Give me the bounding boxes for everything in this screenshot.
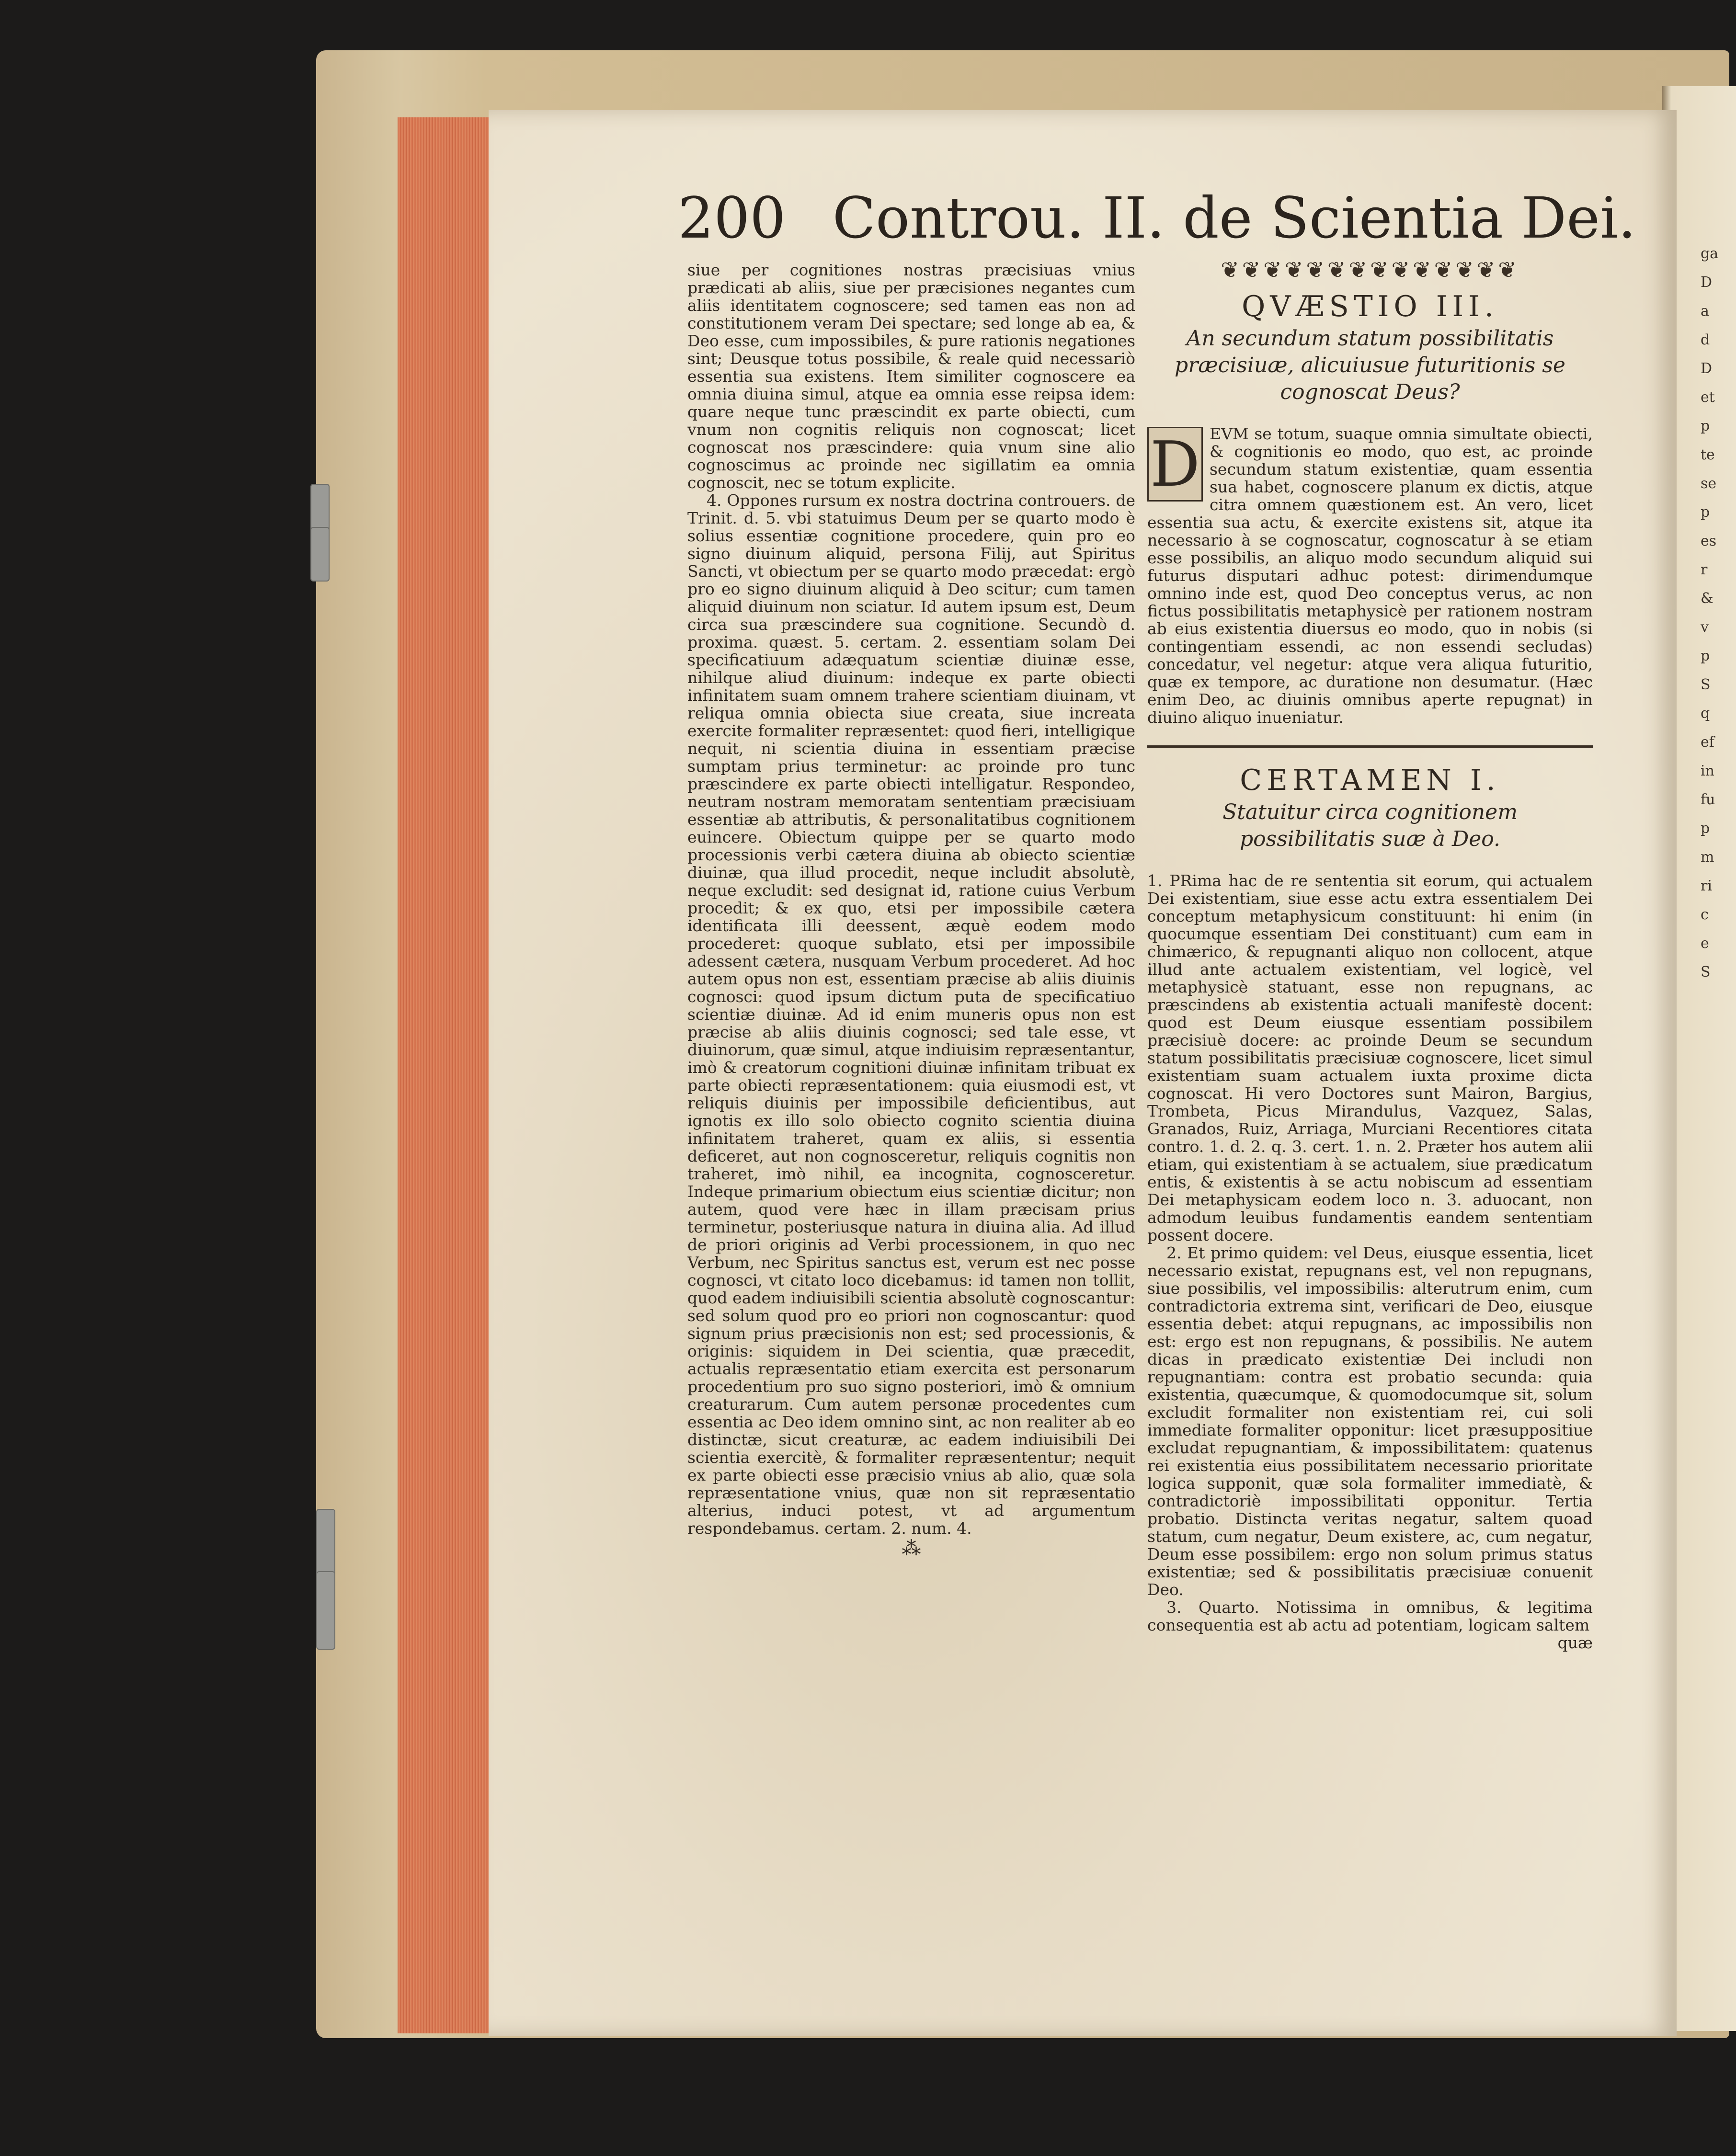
facing-page-fragment: c <box>1701 906 1709 923</box>
facing-page-fragment: in <box>1701 763 1714 779</box>
facing-page-fragment: r <box>1701 561 1708 578</box>
facing-page-fragment: e <box>1701 935 1709 952</box>
facing-page-fragment: p <box>1701 418 1710 434</box>
page-number: 200 <box>678 185 786 251</box>
facing-page-fragment: D <box>1701 360 1713 377</box>
facing-page-fragment: ri <box>1701 878 1712 894</box>
section-subtitle: Statuitur circa cognitionem possibilitatis suæ à Deo. <box>1222 800 1518 851</box>
facing-page-fragment: S <box>1701 964 1711 981</box>
facing-page-fragment: p <box>1701 504 1710 521</box>
facing-page-fragment: S <box>1701 676 1711 693</box>
facing-page-text <box>1701 240 1734 1868</box>
facing-page-fragment: fu <box>1701 791 1715 808</box>
right-paragraph-1: 1. PRima hac de re sententia sit eorum, qui actualem Dei existentiam, siue esse actu extra essentialem Dei conceptum metaphysicum constituunt: hi enim (in quocumque essentiam Dei constituant) cum eam in chimærico, & repugnanti aliquo non collocent, atque illud ante actualem existentiam, vel logicè, vel metaphysicè statuant, esse non repugnans, ac præscindens ab existentia actuali manifestè docent: quod est Deum eiusque essentiam possibilem præcisiuè docere: ac proinde Deum se secundum statum possibilitatis præcisiuæ cognoscere, licet simul existentiam suam actualem iuxta proxime dicta cognoscat. Hi vero Doctores sunt Mairon, Bargius, Trombeta, Picus Mirandulus, Vazquez, Salas, Granados, Ruiz, Arriaga, Murciani Recentiores citata contro. 1. d. 2. q. 3. cert. 1. n. 2. Præter hos autem alii etiam, qui existentiam à se actualem, siue prædicatum entis, & existentis à se actu nobiscum ad essentiam Dei metaphysicam eodem loco n. 3. aduocant, non admodum leuibus fundamentis eandem sententiam possent docere. <box>1147 871 1593 1244</box>
catchword: quæ <box>1557 1633 1593 1652</box>
facing-page-fragment: & <box>1701 590 1713 607</box>
facing-page-fragment: p <box>1701 648 1710 664</box>
dropcap: D <box>1147 427 1203 502</box>
facing-page-fragment: p <box>1701 820 1710 837</box>
left-column <box>687 261 1135 1698</box>
running-header <box>678 182 1636 254</box>
facing-page-fragment: a <box>1701 303 1709 319</box>
facing-page-fragment: se <box>1701 475 1717 492</box>
question-title: QVÆSTIO III. <box>1242 290 1498 323</box>
clasp-upper-mid <box>310 527 330 582</box>
facing-page-fragment: v <box>1701 619 1709 636</box>
page-title: Controu. II. de Scientia Dei. <box>832 185 1636 251</box>
right-column <box>1147 257 1593 1698</box>
right-paragraph-3: 3. Quarto. Notissima in omnibus, & legitima consequentia est ab actu ad potentiam, logicam saltem <box>1147 1598 1593 1634</box>
page-block-edges <box>398 117 493 2033</box>
question-subtitle: An secundum statum possibilitatis præcisiuæ, alicuiusue futuritionis se cognoscat Deus? <box>1175 326 1565 404</box>
facing-page-fragment: q <box>1701 705 1710 722</box>
facing-page-fragment: ef <box>1701 734 1714 751</box>
facing-page-fragment: es <box>1701 533 1717 549</box>
intro-text: EVM se totum, suaque omnia simultate obiecti, & cognitionis eo modo, quo est, ac proinde secundum statum existentiæ, quam essentia sua habet, cognoscere planum ex dictis, atque citra omnem quæstionem est. An vero, licet essentia sua actu, & exercite existens sit, atque ita necessario à se cognoscatur, cognoscatur à se etiam esse possibilis, an aliquo modo secundum aliquid sui futurus disputari adhuc potest: dirimendumque omnino inde est, quod Deo conceptus verus, ac non fictus possibilitatis metaphysicè per rationem nostram ab eius existentia diuersus eo modo, quo in nobis (si contingentiam essendi, ac non essendi secludas) concedatur, vel negetur: atque vera aliqua futuritio, quæ ex tempore, ac duratione non desumatur. (Hæc enim Deo, ac diuinis omnibus aperte repugnat) in diuino aliquo inueniatur. <box>1147 424 1593 727</box>
facing-page-fragment: ga <box>1701 245 1719 262</box>
right-paragraph-2: 2. Et primo quidem: vel Deus, eiusque essentia, licet necessario existat, repugnans est, vel non repugnans, siue possibilis, vel impossibilis: alterutrum enim, cum contradictoria extrema sint, verificari de Deo, eiusque essentia debet: atqui repugnans, ac impossibilis non est: ergo est non repugnans, & possibilis. Ne autem dicas in prædicato existentiæ Dei includi non repugnantiam: contra est probatio secunda: quia existentia, quæcumque, & quomodocumque sit, solum excludit formaliter non existentiam rei, cui soli immediate formaliter opponitur: licet præsuppositiue excludat repugnantiam, & impossibilitatem: quatenus rei existentia eius possibilitatem necessario prioritate logica supponit, quæ sola formaliter immediatè, & contradictoriè impossibilitati opponitur. Tertia probatio. Distincta veritas negatur, saltem quoad statum, cum negatur, Deum existere, ac, cum negatur, Deum esse possibilem: ergo non solum primus status existentiæ; sed & possibilitatis præcisiuæ conuenit Deo. <box>1147 1243 1593 1599</box>
facing-page-fragment: d <box>1701 331 1710 348</box>
ornament-band: ❦❦❦❦❦❦❦❦❦❦❦❦❦❦ <box>1221 257 1519 283</box>
tail-mark: ⁂ <box>902 1538 921 1560</box>
left-paragraph-2: 4. Oppones rursum ex nostra doctrina controuers. de Trinit. d. 5. vbi statuimus Deum per se quarto modo è solius essentiæ cognitione procedere, quin pro eo signo diuinum aliquid, persona Filij, aut Spiritus Sancti, vt obiectum per se quarto modo præcedat: ergò pro eo signo diuinum aliquid à Deo scitur; cum tamen aliquid diuinum non sciatur. Id autem ipsum est, Deum circa sua præscindere sua cognitione. Secundò d. proxima. quæst. 5. certam. 2. essentiam solam Dei specificatiuum adæquatum scientiæ diuinæ esse, nihilque aliud diuinum: indeque ex parte obiecti infinitatem suam omnem trahere scientiam diuinam, vt reliqua omnia obiecta siue creata, siue increata exercite formaliter repræsentet: quod fieri, intelligique nequit, ni scientia diuina in essentiam præcise sumptam prius terminetur: ac proinde pro tunc præscindere ex parte obiecti intelligatur. Respondeo, neutram nostram memoratam sententiam præcisiuam essentiæ ab attributis, & personalitatibus cognitionem euincere. Obiectum quippe per se quarto modo processionis verbi cætera diuina ab obiecto scientiæ diuinæ, qua illud procedit, neque includit absolutè, neque excludit: sed designat id, ratione cuius Verbum procedit; & ex quo, etsi per impossibile cætera identificata illi deessent, æquè eodem modo procederet: quoque sublato, etsi per impossibile adessent cætera, nusquam Verbum procederet. Ad hoc autem opus non est, essentiam præcise ab aliis diuinis cognosci: quod ipsum dictum puta de specificatiuo scientiæ diuinæ. Ad id enim muneris opus non est præcise ab aliis diuinis cognosci; sed tale esse, vt diuinorum, quæ simul, atque indiuisim repræsentantur, imò & creatorum cognitioni diuinæ infinitam tribuat ex parte obiecti repræsentationem: quia eiusmodi est, vt reliquis diuinis per impossibile deficientibus, aut ignotis ex illo solo obiecto cognito scientia diuina infinitatem traheret, quam ex aliis, si essentia deficeret, aut non cognosceretur, reliquis cognitis non traheret, imò nihil, ea incognita, cognosceretur. Indeque primarium obiectum eius scientiæ dicitur; non autem, quod vere hæc in illam præcisam prius terminetur, posteriusque natura in diuina alia. Ad illud de priori originis ad Verbi processionem, in quo nec Verbum, nec Spiritus sanctus est, verum est nec posse cognosci, vt citato loco dicebamus: id tamen non tollit, quod eadem indiuisibili scientia absolutè cognoscantur: sed solum quod pro eo priori non cognoscantur: quod signum prius præcisionis non est; sed processionis, & originis: siquidem in Dei scientia, quæ præcedit, actualis repræsentatio etiam exercita est personarum procedentium pro suo signo posteriori, imò & omnium creaturarum. Cum autem personæ procedentes cum essentia ac Deo idem omnino sint, ac non realiter ab eo distinctæ, sicut creaturæ, ac eadem indiuisibili Dei scientia exercitè, & formaliter repræsententur; nequit ex parte obiecti esse præcisio vnius ab alio, quæ sola repræsentatione vnius, quæ non sit repræsentatio alterius, induci potest, vt ad argumentum respondebamus. certam. 2. num. 4. <box>687 491 1135 1538</box>
section-title: CERTAMEN I. <box>1240 764 1500 797</box>
question-intro <box>1147 425 1593 726</box>
facing-page-fragment: et <box>1701 389 1715 406</box>
section-rule <box>1147 745 1593 748</box>
facing-page-fragment: te <box>1701 446 1715 463</box>
left-paragraph-1: siue per cognitiones nostras præcisiuas vnius prædicati ab aliis, siue per præcisiones negantes cum aliis identitatem cognoscere; sed tamen eas non ad constitutionem veram Dei spectare; sed longe ab ea, & Deo esse, cum impossibiles, & pure rationis negationes sint; Deusque totus possibile, & reale quid necessariò essentia sua existens. Item similiter cognoscere ea omnia diuina simul, atque ea omnia esse reipsa idem: quare neque tunc præscindit ex parte obiecti, cum vnum non cognitis reliquis non cognoscat; licet cognoscat nos præscindere: quia vnum sine alio cognoscimus ac proinde nec sigillatim ea omnia cognoscit, nec se totum explicite. <box>687 261 1135 492</box>
facing-page-fragment: D <box>1701 274 1713 291</box>
clasp-lower-2 <box>316 1571 335 1650</box>
facing-page-fragment: m <box>1701 849 1714 866</box>
